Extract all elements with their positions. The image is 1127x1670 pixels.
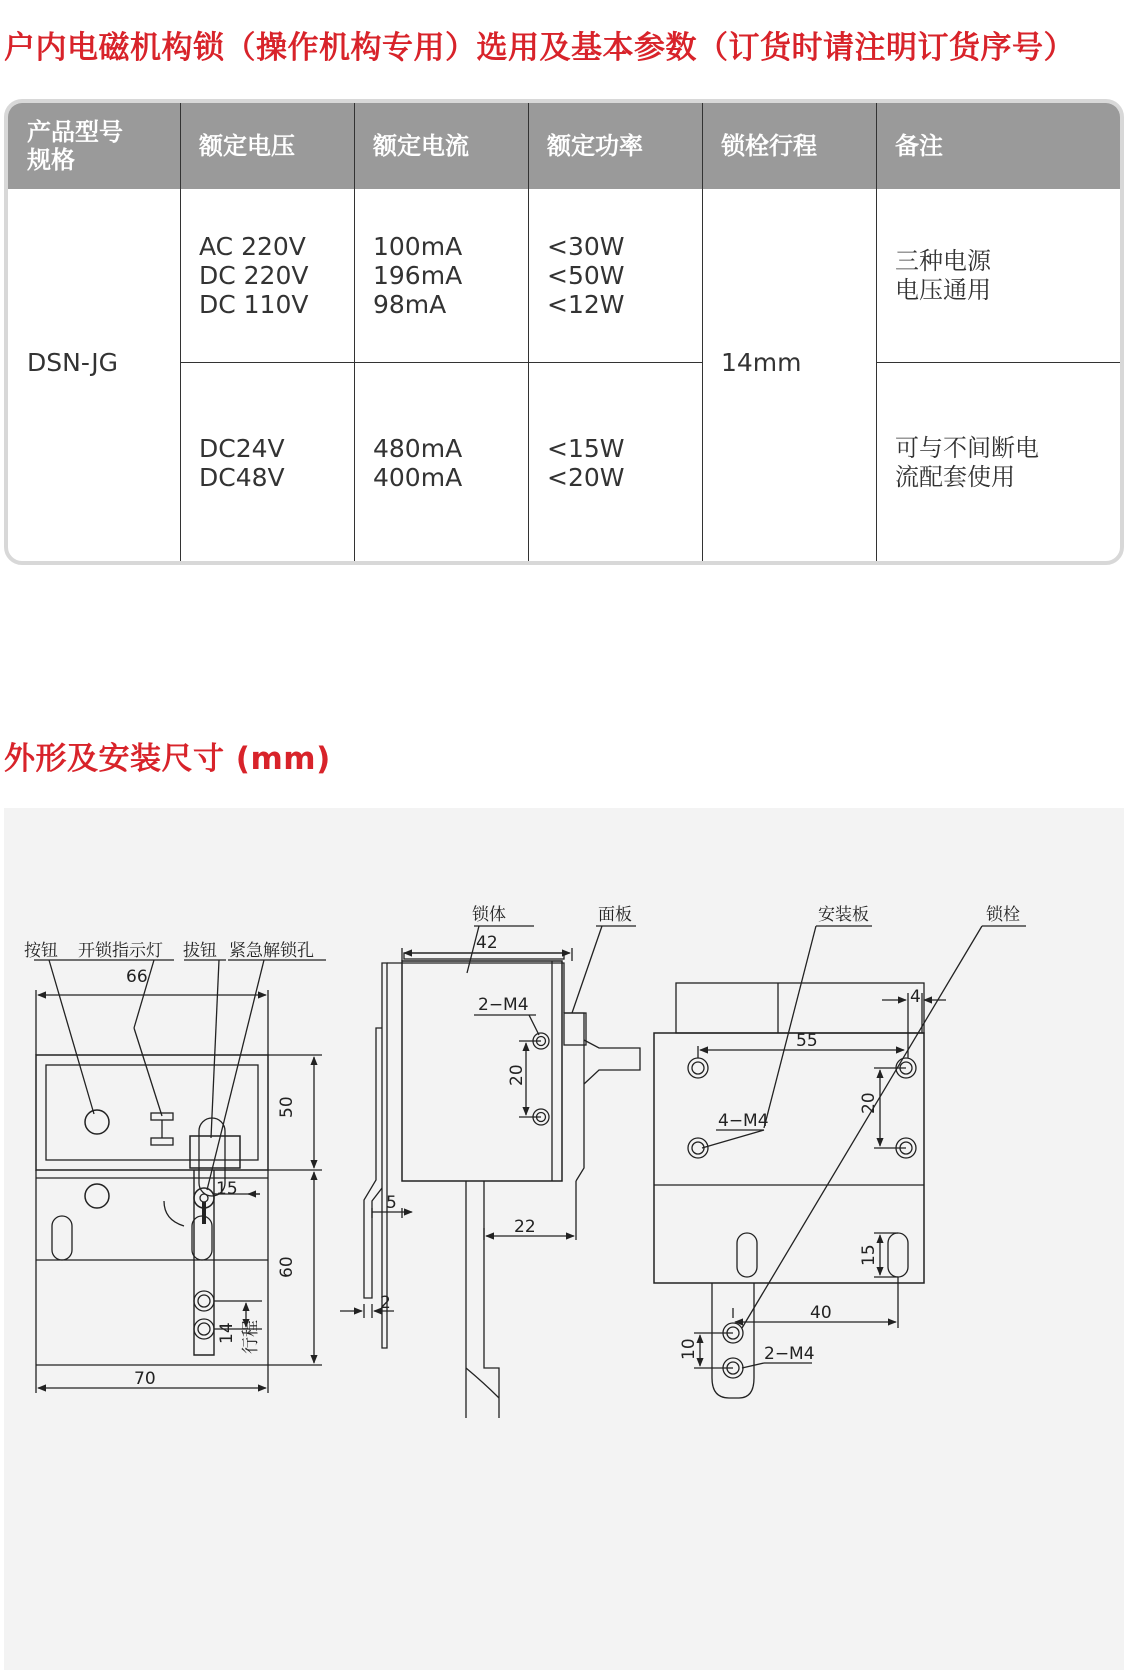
grid-line (702, 103, 703, 565)
cell-line: DC24V (199, 433, 285, 463)
dim-22: 22 (514, 1217, 536, 1237)
cell-line: 规格 (27, 146, 75, 174)
cell-line: 400mA (373, 462, 463, 492)
dim-4: 4 (910, 987, 921, 1007)
label-panel: 面板 (598, 905, 632, 925)
label-body: 锁体 (472, 905, 506, 925)
dim-66: 66 (126, 967, 148, 987)
header-note: 备注 (876, 103, 1124, 189)
voltage-cell-1 (180, 189, 354, 362)
grid-line (528, 103, 529, 565)
note-cell-1 (876, 189, 1124, 362)
dim-42: 42 (476, 933, 498, 953)
dim-5: 5 (386, 1193, 397, 1213)
stroke-cell: 14mm (721, 347, 802, 377)
parameter-table (4, 99, 1124, 565)
cell-line: 电压通用 (895, 275, 991, 304)
cell-line: 流配套使用 (895, 462, 1015, 491)
dimension-drawing (4, 808, 1124, 1670)
dim-2: 2 (380, 1293, 391, 1313)
cell-line: <12W (547, 290, 625, 319)
power-cell-2 (528, 362, 702, 535)
section-title: 外形及安装尺寸 (mm) (4, 741, 331, 777)
note-cell-2 (876, 362, 1124, 535)
cell-line: 196mA (373, 261, 463, 290)
header-stroke: 锁栓行程 (702, 103, 876, 189)
label-indicator: 开锁指示灯 (78, 941, 163, 961)
label-4m4: 4−M4 (718, 1111, 769, 1131)
header-voltage: 额定电压 (180, 103, 354, 189)
cell-line: 480mA (373, 433, 463, 463)
dim-55: 55 (796, 1031, 818, 1051)
cell-line: 100mA (373, 232, 463, 261)
front-view (34, 960, 326, 1393)
dim-15: 15 (216, 1179, 238, 1199)
header-current: 额定电流 (354, 103, 528, 189)
grid-line (180, 362, 702, 363)
button-2 (85, 1184, 109, 1208)
label-2m4-side: 2−M4 (478, 995, 529, 1015)
grid-line (876, 103, 877, 565)
voltage-cell-2 (180, 362, 354, 535)
dim-20-side: 20 (507, 1064, 527, 1086)
current-cell-1 (354, 189, 528, 362)
cell-line: 产品型号 (27, 118, 123, 146)
cell-line: AC 220V (199, 232, 306, 261)
label-bolt: 锁栓 (986, 905, 1020, 925)
label-button: 按钮 (24, 941, 58, 961)
mount-view (654, 926, 1026, 1398)
grid-line (180, 103, 181, 565)
current-cell-2 (354, 362, 528, 535)
grid-line (876, 362, 1124, 363)
cell-line: DC 110V (199, 290, 309, 319)
dim-10: 10 (679, 1338, 699, 1360)
dim-70: 70 (134, 1369, 156, 1389)
cell-line: <20W (547, 462, 625, 492)
cell-line: DC48V (199, 462, 285, 492)
cell-line: <15W (547, 433, 625, 463)
cell-line: DC 220V (199, 261, 309, 290)
cell-line: <50W (547, 261, 625, 290)
dim-14: 14 (217, 1322, 237, 1344)
dim-20-mount: 20 (859, 1092, 879, 1114)
power-cell-1 (528, 189, 702, 362)
dim-40: 40 (810, 1303, 832, 1323)
dim-50: 50 (277, 1096, 297, 1118)
label-emergency: 紧急解锁孔 (229, 941, 314, 961)
label-pull-button: 拔钮 (183, 941, 217, 961)
dim-15-mount: 15 (859, 1244, 879, 1266)
dim-60: 60 (277, 1256, 297, 1278)
model-cell: DSN-JG (27, 347, 118, 377)
page-title: 户内电磁机构锁（操作机构专用）选用及基本参数（订货时请注明订货序号） (4, 30, 1075, 66)
label-mount-plate: 安装板 (818, 905, 869, 925)
header-power: 额定功率 (528, 103, 702, 189)
cell-line: <30W (547, 232, 625, 261)
grid-line (354, 103, 355, 565)
label-2m4-mount: 2−M4 (764, 1344, 815, 1364)
cell-line: 98mA (373, 290, 447, 319)
cell-line: 三种电源 (895, 246, 991, 275)
button-1 (85, 1110, 109, 1134)
label-stroke: 行程 (241, 1320, 261, 1354)
header-model (8, 103, 180, 189)
cell-line: 可与不间断电 (895, 433, 1039, 462)
